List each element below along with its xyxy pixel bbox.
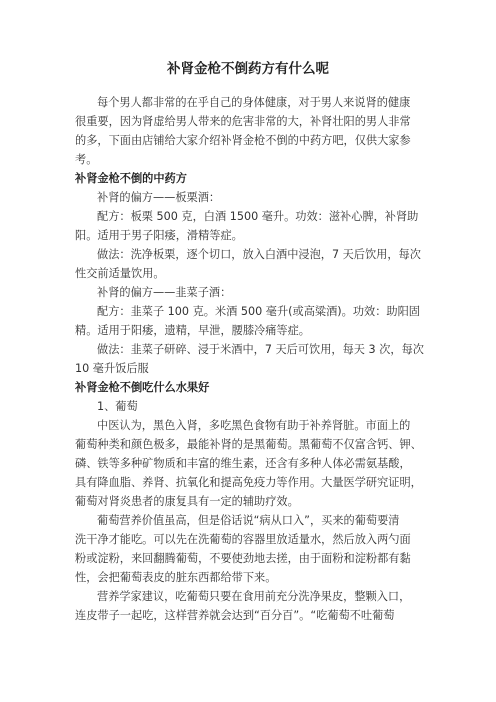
text-line: 连皮带子一起吃，这样营养就会达到“百分百”。“吃葡萄不吐葡萄 <box>75 609 395 622</box>
text-line: 磷、铁等多种矿物质和丰富的维生素，还含有多种人体必需氨基酸， <box>75 457 411 470</box>
paragraph <box>75 397 427 416</box>
paragraph <box>75 416 427 511</box>
text-line: 性，会把葡萄表皮的脏东西都给带下来。 <box>75 571 277 584</box>
text-line: 补肾的偏方——板栗酒： <box>97 191 221 204</box>
paragraph <box>75 245 427 283</box>
text-line: 精。适用于阳痿，遗精，早泄，腰膝冷痛等症。 <box>75 324 310 337</box>
text-line: 中医认为，黑色入肾，多吃黑色食物有助于补养肾脏。市面上的 <box>97 419 411 432</box>
paragraph <box>75 188 427 207</box>
text-line: 的多，下面由店铺给大家介绍补肾金枪不倒的中药方吧，仅供大家参 <box>75 134 411 147</box>
text-line: 粉或淀粉，来回翻腾葡萄，不要使劲地去搓，由于面粉和淀粉都有黏 <box>75 552 411 565</box>
paragraph <box>75 340 427 378</box>
text-line: 配方：板栗 500 克，白酒 1500 毫升。功效：滋补心脾，补肾助 <box>97 210 419 223</box>
text-line: 考。 <box>75 153 98 166</box>
text-line: 每个男人都非常的在乎自己的身体健康，对于男人来说肾的健康 <box>97 96 411 109</box>
paragraph <box>75 207 427 245</box>
text-line: 葡萄种类和颜色极多，最能补肾的是黑葡萄。黑葡萄不仅富含钙、钾、 <box>75 438 422 451</box>
text-line: 补肾的偏方——韭菜子酒： <box>97 286 232 299</box>
paragraph <box>75 302 427 340</box>
text-line: 10 毫升饭后服 <box>75 362 149 375</box>
paragraph <box>75 587 427 625</box>
text-line: 阳。适用于男子阳痿，滑精等症。 <box>75 229 243 242</box>
text-line: 做法：韭菜子研碎、浸于米酒中，7 天后可饮用，每天 3 次，每次 <box>97 343 424 356</box>
text-line: 性交前适量饮用。 <box>75 267 165 280</box>
paragraph <box>75 93 427 169</box>
text-line: 配方：韭菜子 100 克。米酒 500 毫升(或高粱酒)。功效：助阳固 <box>97 305 420 318</box>
text-line: 洗干净才能吃。可以先在洗葡萄的容器里放适量水，然后放入两勺面 <box>75 533 411 546</box>
document-body <box>75 93 427 625</box>
text-line: 葡萄对肾炎患者的康复具有一定的辅助疗效。 <box>75 495 299 508</box>
text-line: 做法：洗净板栗，逐个切口，放入白酒中浸泡，7 天后饮用，每次 <box>97 248 421 261</box>
section-heading <box>75 378 427 397</box>
paragraph <box>75 283 427 302</box>
text-line: 具有降血脂、养肾、抗氧化和提高免疫力等作用。大量医学研究证明， <box>75 476 422 489</box>
document-title: 补肾金枪不倒药方有什么呢 <box>167 61 329 77</box>
text-line: 补肾金枪不倒吃什么水果好 <box>75 381 210 394</box>
text-line: 很重要，因为肾虚给男人带来的危害非常的大，补肾壮阳的男人非常 <box>75 115 411 128</box>
section-heading <box>75 169 427 188</box>
paragraph <box>75 511 427 587</box>
text-line: 补肾金枪不倒的中药方 <box>75 172 187 185</box>
text-line: 葡萄营养价值虽高，但是俗话说“病从口入”，买来的葡萄要清 <box>97 514 400 527</box>
text-line: 1、葡萄 <box>97 400 138 413</box>
text-line: 营养学家建议，吃葡萄只要在食用前充分洗净果皮，整颗入口， <box>97 590 411 603</box>
